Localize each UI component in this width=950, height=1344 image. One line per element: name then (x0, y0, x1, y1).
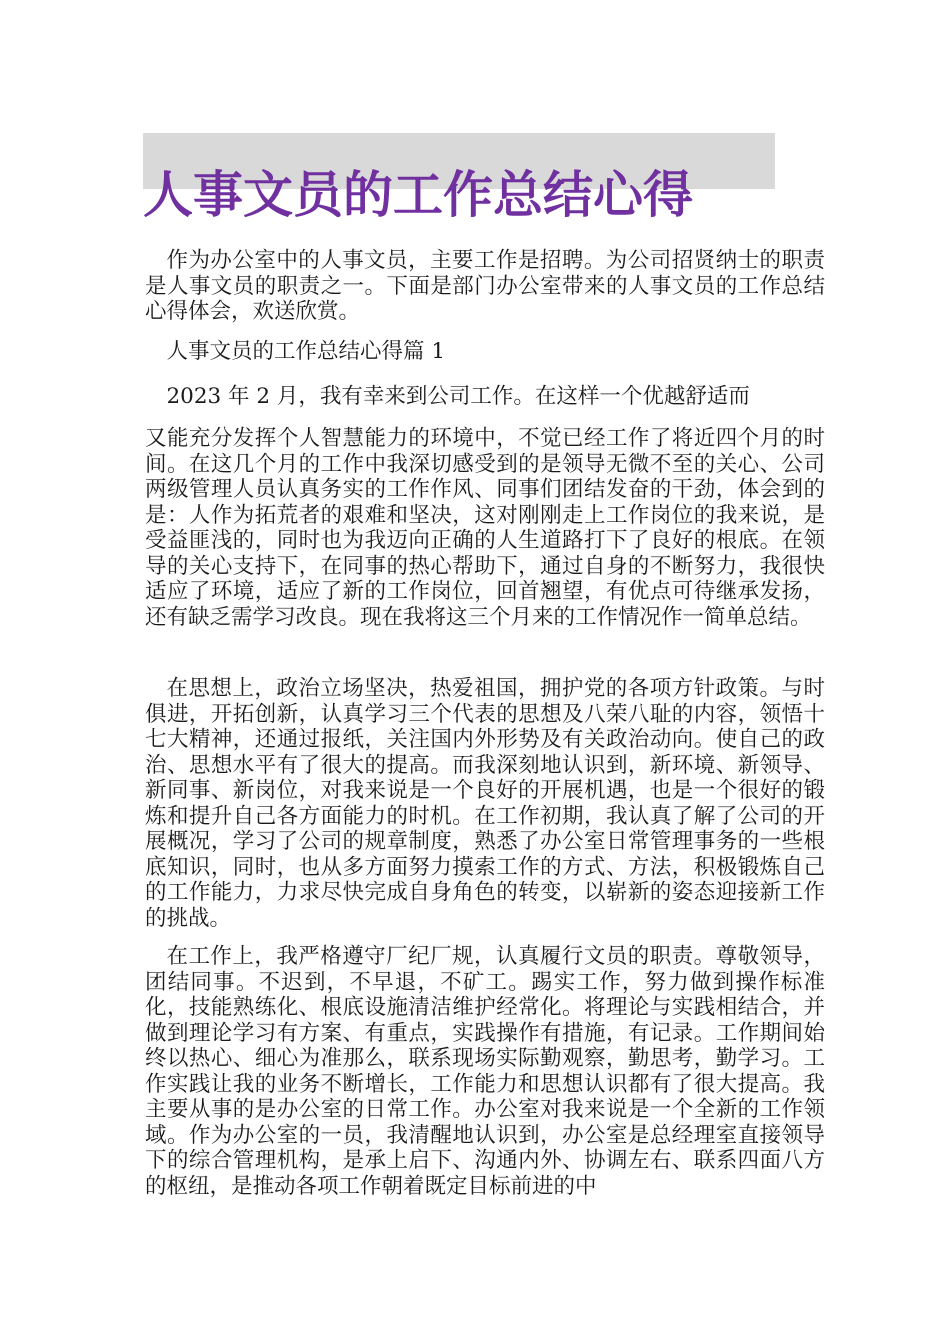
body-paragraph-2: 在思想上，政治立场坚决，热爱祖国，拥护党的各项方针政策。与时俱进，开拓创新，认真学习三个代表的思想及八荣八耻的内容，领悟十七大精神，还通过报纸，关注国内外形势及有关政治动向。使自己的政治、思想水平有了很大的提高。而我深刻地认识到，新环境、新领导、新同事、新岗位，对我来说是一个良好的开展机遇，也是一个很好的锻炼和提升自己各方面能力的时机。在工作初期，我认真了解了公司的开展概况，学习了公司的规章制度，熟悉了办公室日常管理事务的一些根底知识，同时，也从多方面努力摸索工作的方式、方法，积极锻炼自己的工作能力，力求尽快完成自身角色的转变，以崭新的姿态迎接新工作的挑战。 (145, 676, 825, 931)
document-title: 人事文员的工作总结心得 (143, 165, 693, 224)
section-title: 人事文员的工作总结心得篇 1 (166, 339, 446, 364)
intro-paragraph: 作为办公室中的人事文员，主要工作是招聘。为公司招贤纳士的职责是人事文员的职责之一。下面是部门办公室带来的人事文员的工作总结心得体会，欢送欣赏。 (145, 248, 825, 324)
title-highlight (143, 133, 775, 224)
body-paragraph-1: 又能充分发挥个人智慧能力的环境中，不觉已经工作了将近四个月的时间。在这几个月的工作中我深切感受到的是领导无微不至的关心、公司两级管理人员认真务实的工作作风、同事们团结发奋的干劲，体会到的是：人作为拓荒者的艰难和坚决，这对刚刚走上工作岗位的我来说，是受益匪浅的，同时也为我迈向正确的人生道路打下了良好的根底。在领导的关心支持下，在同事的热心帮助下，通过自身的不断努力，我很快适应了环境，适应了新的工作岗位，回首翘望，有优点可待继承发扬，还有缺乏需学习改良。现在我将这三个月来的工作情况作一简单总结。 (145, 426, 825, 630)
body-paragraph-3: 在工作上，我严格遵守厂纪厂规，认真履行文员的职责。尊敬领导，团结同事。不迟到，不早退，不矿工。踢实工作，努力做到操作标准化，技能熟练化、根底设施清洁维护经常化。将理论与实践相结合，并做到理论学习有方案、有重点，实践操作有措施，有记录。工作期间始终以热心、细心为准那么，联系现场实际勤观察，勤思考，勤学习。工作实践让我的业务不断增长，工作能力和思想认识都有了很大提高。我主要从事的是办公室的日常工作。办公室对我来说是一个全新的工作领域。作为办公室的一员，我清醒地认识到，办公室是总经理室直接领导下的综合管理机构，是承上启下、沟通内外、协调左右、联系四面八方的枢纽，是推动各项工作朝着既定目标前进的中 (145, 944, 825, 1199)
opening-line: 2023 年 2 月，我有幸来到公司工作。在这样一个优越舒适而 (166, 384, 750, 409)
